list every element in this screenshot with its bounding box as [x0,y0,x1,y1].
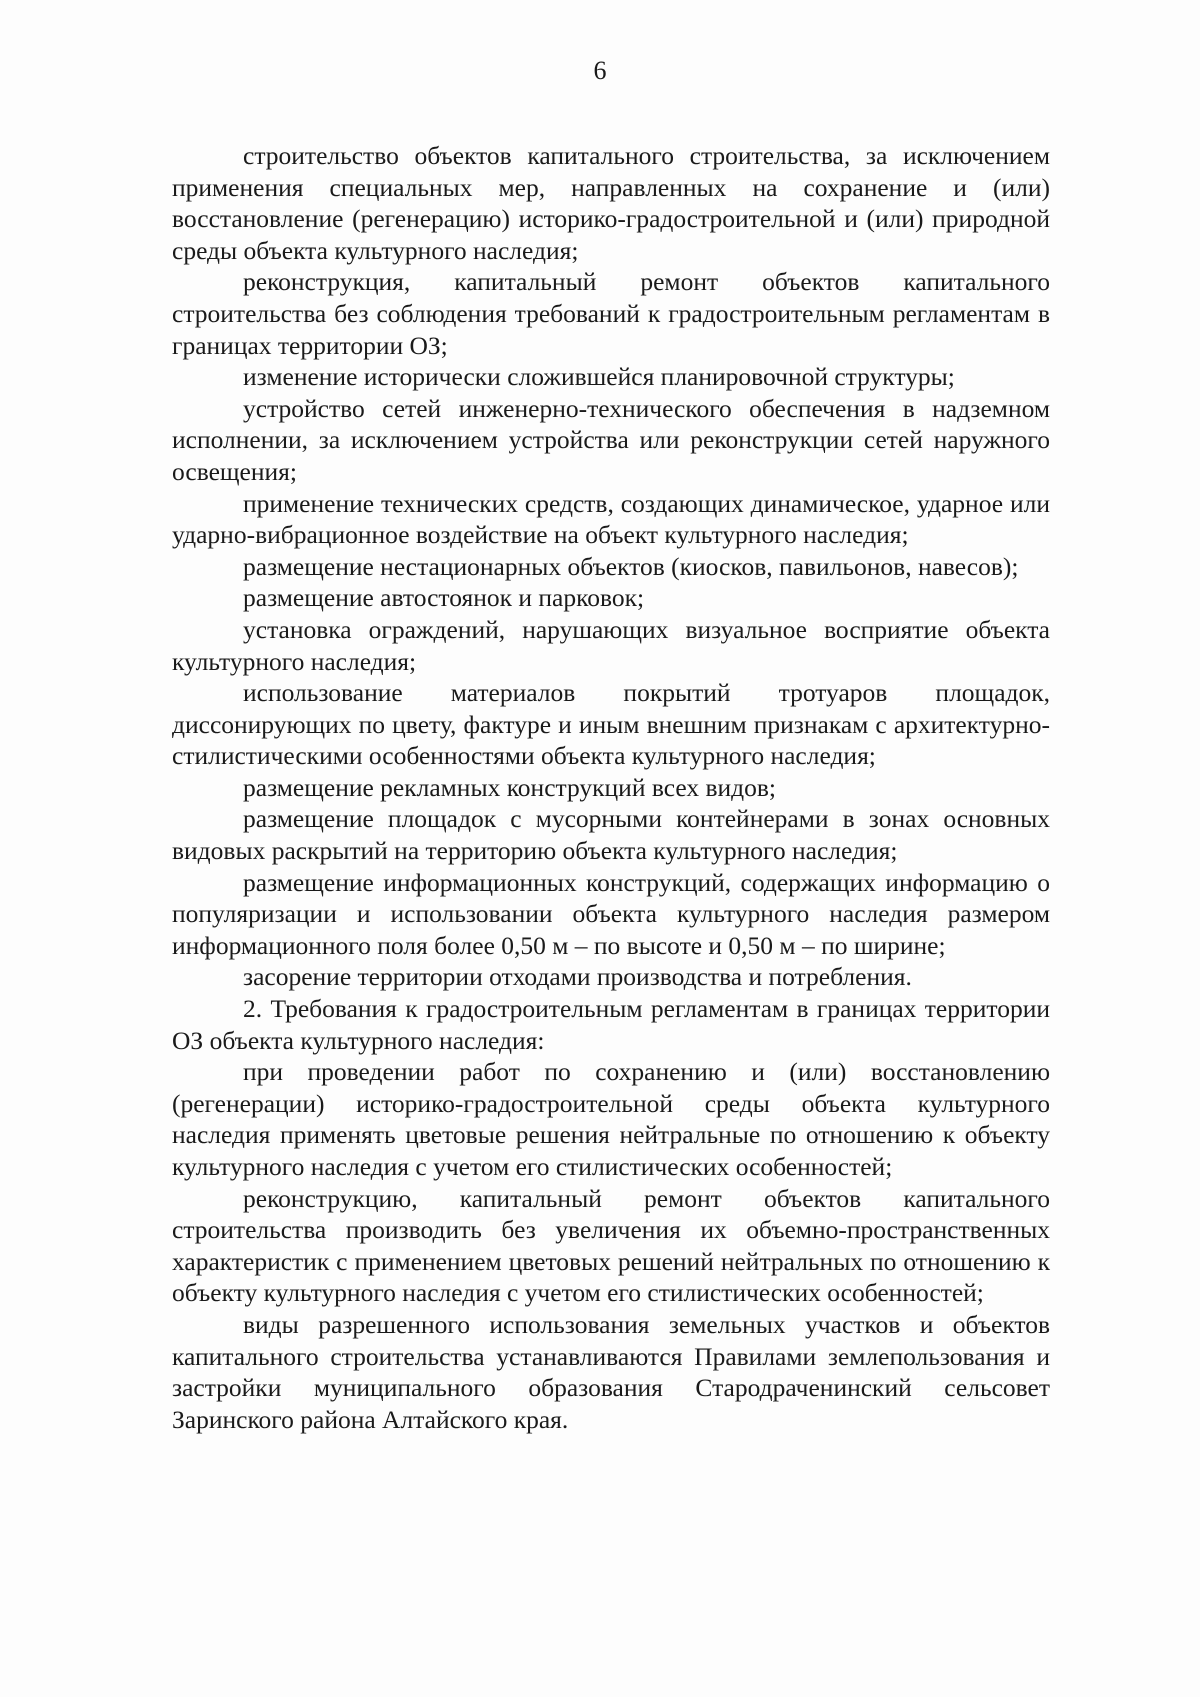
paragraph: установка ограждений, нарушающих визуальное восприятие объекта культурного наследия; [172,614,1050,676]
paragraph: применение технических средств, создающих динамическое, ударное или ударно-вибрационное воздействие на объект культурного наследия; [172,488,1050,550]
paragraph: размещение нестационарных объектов (киосков, павильонов, навесов); [243,551,1019,581]
section-paragraph: 2. Требования к градостроительным регламентам в границах территории ОЗ объекта культурного наследия: [172,994,1050,1055]
paragraph: размещение площадок с мусорными контейнерами в зонах основных видовых раскрытий на территорию объекта культурного наследия; [172,804,1050,866]
paragraph: реконструкция, капитальный ремонт объектов капитального строительства без соблюдения требований к градостроительным регламентам в границах территории ОЗ; [172,267,1050,360]
paragraph: изменение исторически сложившейся планировочной структуры; [243,362,955,392]
paragraph: при проведении работ по сохранению и (или) восстановлению (регенерации) историко-градостроительной среды объекта культурного наследия применять цветовые решения нейтральные по отношению к объекту культурного наследия с учетом его стилистических особенностей; [172,1057,1050,1181]
document-body [172,140,1050,1435]
paragraph: реконструкцию, капитальный ремонт объектов капитального строительства производить без увеличения их объемно-пространственных характеристик с применением цветовых решений нейтральных по отношению к объекту культурного наследия с учетом его стилистических особенностей; [172,1183,1050,1308]
paragraph: размещение рекламных конструкций всех видов; [243,772,777,802]
paragraph: строительство объектов капитального строительства, за исключением применения специальных мер, направленных на сохранение и (или) восстановление (регенерацию) историко-градостроительной и (или) природной среды объекта культурного наследия; [172,141,1050,265]
paragraph: виды разрешенного использования земельных участков и объектов капитального строительства устанавливаются Правилами землепользования и застройки муниципального образования Стародраченинский сельсовет Заринского района Алтайского края. [172,1309,1050,1434]
paragraph: использование материалов покрытий тротуаров площадок, диссонирующих по цвету, фактуре и иным внешним признакам с архитектурно-стилистическими особенностями объекта культурного наследия; [172,678,1050,771]
paragraph: размещение автостоянок и парковок; [243,583,645,613]
paragraph: устройство сетей инженерно-технического обеспечения в надземном исполнении, за исключением устройства или реконструкции сетей наружного освещения; [172,393,1050,486]
paragraph: засорение территории отходами производства и потребления. [243,962,912,992]
page-number: 6 [593,56,607,85]
paragraph: размещение информационных конструкций, содержащих информацию о популяризации и использовании объекта культурного наследия размером информационного поля более 0,50 м – по высоте и 0,50 м – по ширине; [172,867,1050,960]
